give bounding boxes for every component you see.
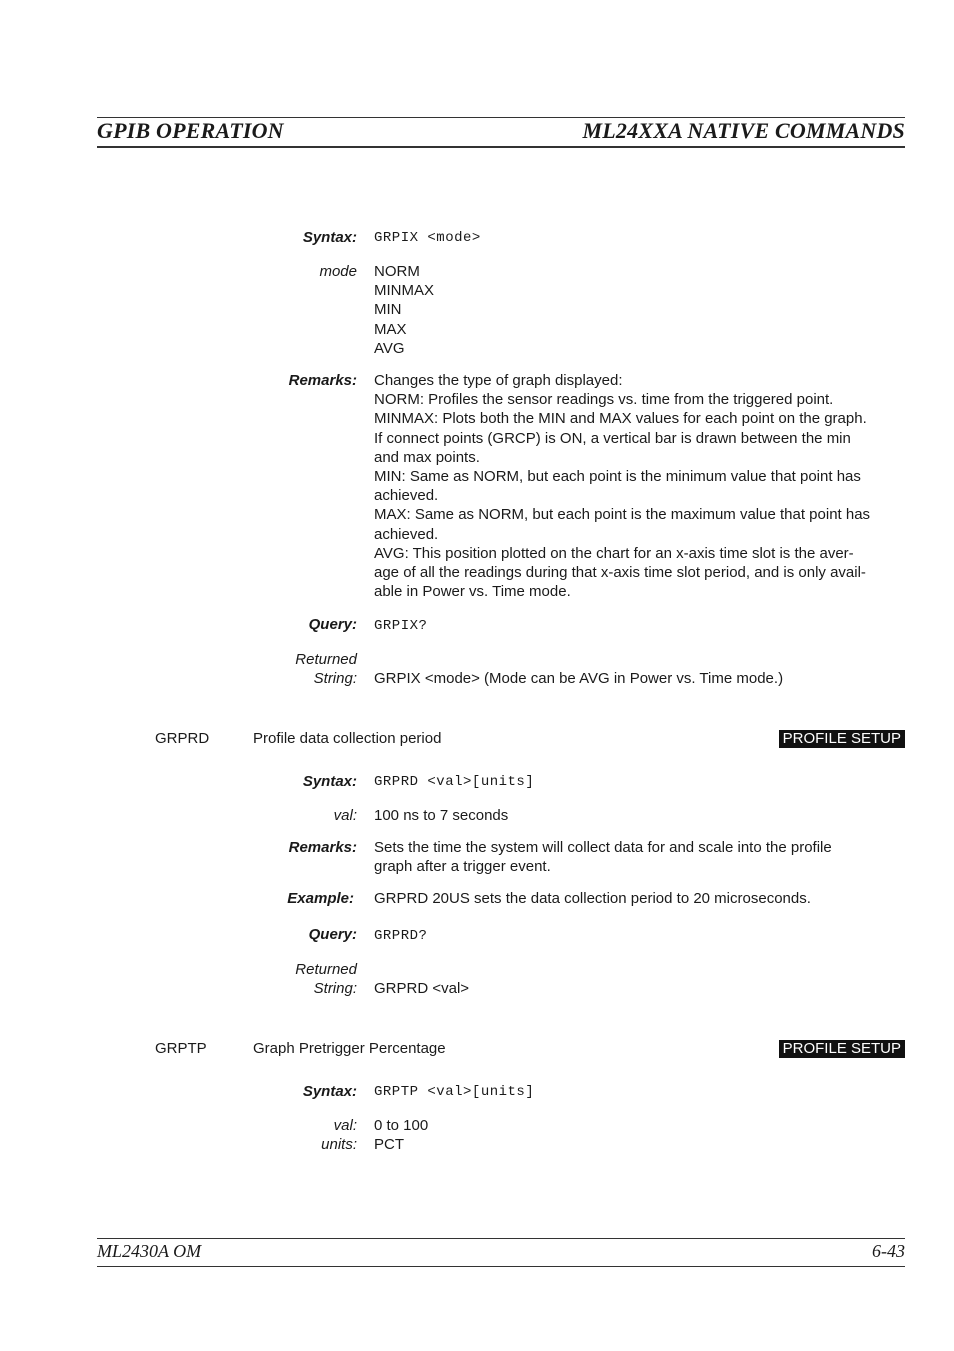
grpix-mode-norm: NORM [374, 263, 420, 280]
grpix-query: GRPIX? [374, 618, 428, 634]
header-bottom-rule [97, 146, 905, 148]
grptp-command: GRPTP [155, 1040, 207, 1057]
grpix-returned-label [295, 650, 357, 688]
grpix-syntax-label: Syntax: [302, 229, 357, 246]
grprd-query: GRPRD? [374, 928, 428, 944]
grpix-remarks-line: MINMAX: Plots both the MIN and MAX values for each point on the graph. [374, 410, 867, 428]
grprd-remarks [374, 838, 914, 876]
grprd-returned-label [295, 960, 357, 998]
grprd-example: GRPRD 20US sets the data collection period to 20 microseconds. [374, 890, 811, 907]
grpix-remarks-label: Remarks: [288, 372, 357, 389]
grptp-syntax: GRPTP <val>[units] [374, 1084, 535, 1100]
grpix-mode-max: MAX [374, 320, 407, 338]
grprd-syntax: GRPRD <val>[units] [374, 774, 535, 790]
grpix-remarks-line: Changes the type of graph displayed: [374, 372, 623, 389]
grpix-remarks [374, 371, 914, 601]
grprd-returned-string: GRPRD <val> [374, 980, 470, 997]
grpix-remarks-line: achieved. [374, 487, 439, 505]
grpix-remarks-line: AVG: This position plotted on the chart for an x-axis time slot is the aver- [374, 544, 854, 562]
header-chapter-title: ML24XXA NATIVE COMMANDS [582, 118, 905, 143]
grpix-returned-string: GRPIX <mode> (Mode can be AVG in Power vs. Time mode.) [374, 670, 784, 687]
grpix-mode-avg: AVG [374, 339, 405, 357]
grptp-val-label: val: [333, 1117, 357, 1134]
footer-top-rule [97, 1238, 905, 1239]
grptp-units: PCT [374, 1136, 404, 1153]
grprd-profile-setup-tag: PROFILE SETUP [779, 730, 905, 748]
grprd-remarks-line: Sets the time the system will collect data for and scale into the profile [374, 839, 832, 856]
header-section-title: GPIB OPERATION [97, 118, 284, 143]
grprd-query-label: Query: [308, 926, 357, 943]
grpix-syntax: GRPIX <mode> [374, 230, 481, 246]
grpix-remarks-line: MIN: Same as NORM, but each point is the minimum value that point has [374, 468, 861, 486]
grprd-description: Profile data collection period [253, 730, 442, 747]
footer-manual-name: ML2430A OM [97, 1241, 202, 1261]
returned-label-line1: Returned [295, 651, 357, 668]
grpix-remarks-line: NORM: Profiles the sensor readings vs. time from the triggered point. [374, 391, 834, 409]
grpix-remarks-line: MAX: Same as NORM, but each point is the maximum value that point has [374, 506, 871, 524]
footer-bottom-rule [97, 1266, 905, 1267]
grptp-profile-setup-tag: PROFILE SETUP [779, 1040, 905, 1058]
grpix-remarks-line: If connect points (GRCP) is ON, a vertical bar is drawn between the min [374, 429, 851, 447]
grprd-example-label: Example: [287, 890, 354, 907]
grpix-mode-label: mode [319, 263, 357, 280]
grpix-mode-min: MIN [374, 301, 402, 319]
returned-label-line1: Returned [295, 961, 357, 978]
grprd-syntax-label: Syntax: [302, 773, 357, 790]
grpix-mode-minmax: MINMAX [374, 282, 434, 300]
grptp-syntax-label: Syntax: [302, 1083, 357, 1100]
grprd-val-label: val: [333, 807, 357, 824]
grpix-remarks-line: age of all the readings during that x-axis time slot period, and is only avail- [374, 564, 866, 582]
grprd-remarks-label: Remarks: [288, 839, 357, 856]
grptp-units-label: units: [321, 1136, 357, 1153]
grpix-remarks-line: able in Power vs. Time mode. [374, 583, 571, 601]
grpix-remarks-line: and max points. [374, 448, 480, 466]
grpix-query-label: Query: [308, 616, 357, 633]
grprd-val: 100 ns to 7 seconds [374, 807, 509, 824]
returned-label-line2: String: [313, 670, 357, 687]
grpix-mode-list [374, 262, 914, 358]
grptp-val: 0 to 100 [374, 1117, 429, 1134]
grprd-remarks-line: graph after a trigger event. [374, 858, 551, 876]
footer-page-number: 6-43 [872, 1241, 905, 1261]
grprd-command: GRPRD [155, 730, 210, 747]
grpix-remarks-line: achieved. [374, 525, 439, 543]
grptp-description: Graph Pretrigger Percentage [253, 1040, 446, 1057]
returned-label-line2: String: [313, 980, 357, 997]
